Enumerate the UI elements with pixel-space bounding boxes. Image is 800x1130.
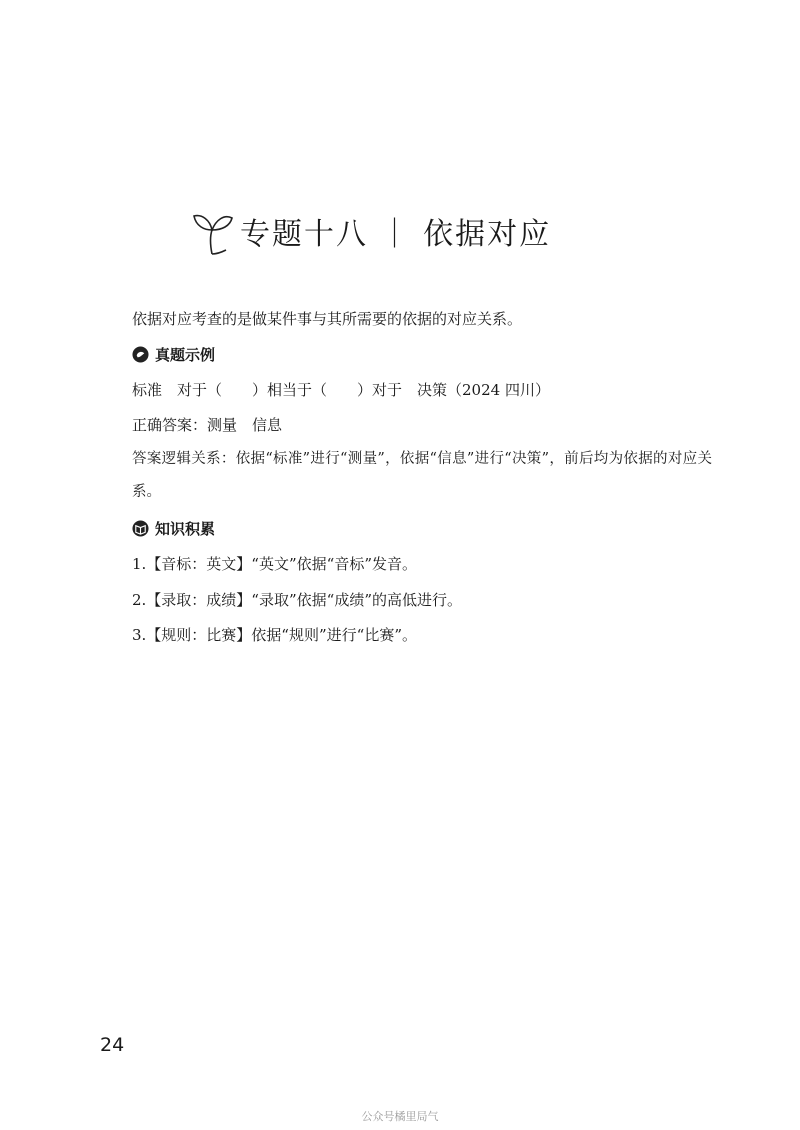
example-heading-label: 真题示例 [155,346,216,364]
watermark: 公众号橘里局气 [361,1110,439,1123]
book-badge-icon [132,520,149,537]
knowledge-heading-label: 知识积累 [155,520,216,538]
sprout-icon [190,204,234,258]
chapter-title [190,196,551,266]
page-title: 专题十八 ｜ 依据对应 [240,217,552,252]
example-question: 标准 对于（ ）相当于（ ）对于 决策（2024 四川） [132,381,550,399]
example-heading [132,344,215,365]
page-number: 24 [100,1034,125,1056]
list-item: 1.【音标：英文】“英文”依据“音标”发音。 [132,555,417,573]
example-badge-icon [132,346,149,363]
intro-text: 依据对应考查的是做某件事与其所需要的依据的对应关系。 [132,310,523,328]
answer-text: 正确答案：测量 信息 [132,416,283,434]
list-item: 2.【录取：成绩】“录取”依据“成绩”的高低进行。 [132,591,462,609]
logic-paragraph: 答案逻辑关系：依据“标准”进行“测量”，依据“信息”进行“决策”，前后均为依据的对应关系。 [132,451,712,500]
list-item: 3.【规则：比赛】依据“规则”进行“比赛”。 [132,626,417,644]
knowledge-heading [132,518,215,539]
